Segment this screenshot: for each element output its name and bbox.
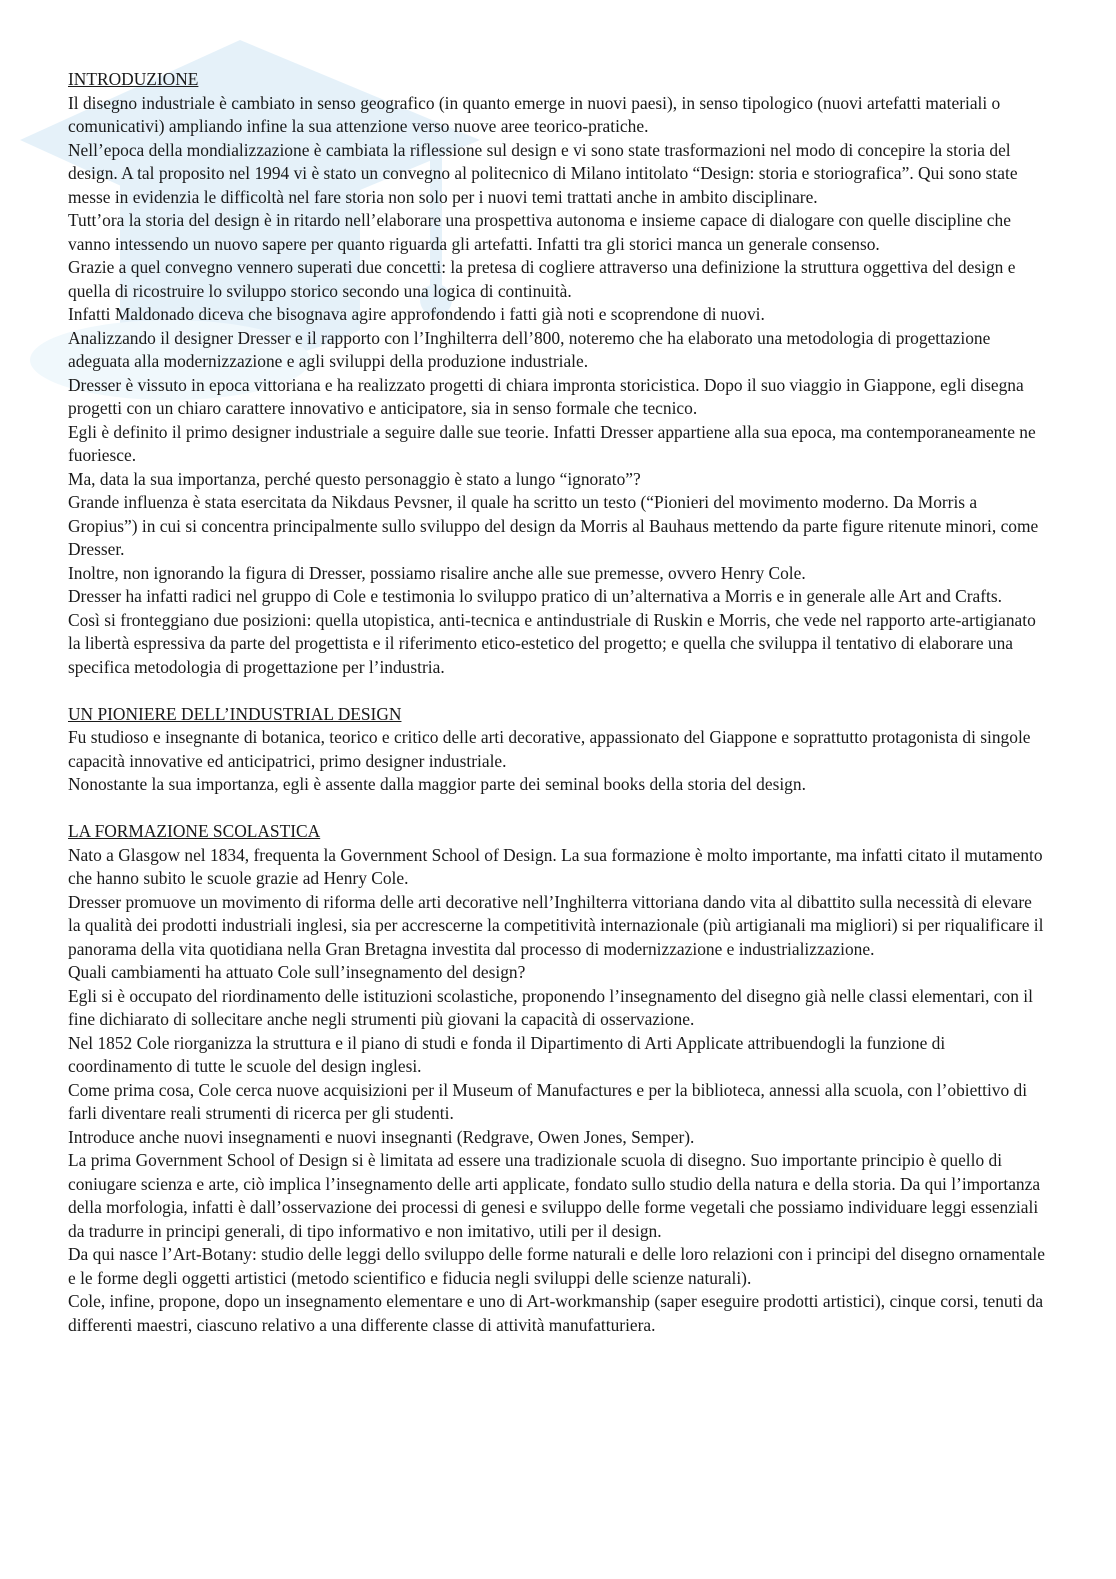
paragraph: Dresser è vissuto in epoca vittoriana e ha realizzato progetti di chiara impronta storicistica. Dopo il suo viaggio in Giappone, egli disegna progetti con un chiaro carattere innovativo e anticipatore, sia in senso formale che tecnico.: [68, 374, 1024, 418]
section-pioniere: [68, 703, 1048, 797]
paragraph: Tutt’ora la storia del design è in ritardo nell’elaborare una prospettiva autonoma e insieme capace di dialogare con quelle discipline che vanno intessendo un nuovo sapere per quanto riguarda gli artefatti. Infatti tra gli storici manca un generale consenso.: [68, 210, 1011, 254]
paragraph: Fu studioso e insegnante di botanica, teorico e critico delle arti decorative, appassionato del Giappone e soprattutto protagonista di singole capacità innovative ed anticipatrici, primo designer industriale.: [68, 727, 1031, 771]
paragraph: Il disegno industriale è cambiato in senso geografico (in quanto emerge in nuovi paesi), in senso tipologico (nuovi artefatti materiali o comunicativi) ampliando infine la sua attenzione verso nuove aree teorico-pratiche.: [68, 92, 1001, 136]
paragraph: Egli è definito il primo designer industriale a seguire dalle sue teorie. Infatti Dresser appartiene alla sua epoca, ma contemporaneamente ne fuoriesce.: [68, 421, 1036, 465]
paragraph: Nell’epoca della mondializzazione è cambiata la riflessione sul design e vi sono state trasformazioni nel modo di concepire la storia del design. A tal proposito nel 1994 vi è stato un convegno al politecnico di Milano intitolato “Design: storia e storiografica”. Qui sono state messe in evidenzia le difficoltà nel fare storia non solo per i nuovi temi trattati anche in ambito disciplinare.: [68, 139, 1018, 207]
paragraph: Dresser promuove un movimento di riforma delle arti decorative nell’Inghilterra vittoriana dando vita al dibattito sulla necessità di elevare la qualità dei prodotti industriali inglesi, sia per accrescerne la competitività internazionale (più artigianali ma migliori) si per riqualificare il panorama della vita quotidiana nella Gran Bretagna investita dal processo di modernizzazione e industrializzazione.: [68, 891, 1044, 959]
paragraph: Da qui nasce l’Art-Botany: studio delle leggi dello sviluppo delle forme naturali e delle loro relazioni con i principi del disegno ornamentale e le forme degli oggetti artistici (metodo scientifico e fiducia negli sviluppi delle scienze naturali).: [68, 1244, 1045, 1288]
paragraph: Infatti Maldonado diceva che bisognava agire approfondendo i fatti già noti e scoprendone di nuovi.: [68, 304, 765, 324]
document-body: [68, 68, 1048, 1361]
paragraph: Grande influenza è stata esercitata da Nikdaus Pevsner, il quale ha scritto un testo (“Pionieri del movimento moderno. Da Morris a Gropius”) in cui si concentra principalmente sullo sviluppo del design da Morris al Bauhaus mettendo da parte figure ritenute minori, come Dresser.: [68, 492, 1039, 559]
paragraph: Come prima cosa, Cole cerca nuove acquisizioni per il Museum of Manufactures e per la biblioteca, annessi alla scuola, con l’obiettivo di farli diventare reali strumenti di ricerca per gli studenti.: [68, 1079, 1028, 1123]
paragraph: Dresser ha infatti radici nel gruppo di Cole e testimonia lo sviluppo pratico di un’alternativa a Morris e in generale alle Art and Crafts.: [68, 586, 1002, 606]
paragraph: Quali cambiamenti ha attuato Cole sull’insegnamento del design?: [68, 962, 526, 982]
paragraph: La prima Government School of Design si è limitata ad essere una tradizionale scuola di disegno. Suo importante principio è quello di coniugare scienza e arte, ciò implica l’insegnamento delle arti applicate, fondato sullo studio della natura e della storia. Da qui l’importanza della morfologia, infatti è dall’osservazione dei processi di genesi e sviluppo delle forme vegetali che possiamo individuare leggi essenziali da tradurre in principi generali, di tipo informativo e non imitativo, utili per il design.: [68, 1150, 1041, 1241]
paragraph: Nato a Glasgow nel 1834, frequenta la Government School of Design. La sua formazione è molto importante, ma infatti citato il mutamento che hanno subito le scuole grazie ad Henry Cole.: [68, 844, 1043, 888]
paragraph: Analizzando il designer Dresser e il rapporto con l’Inghilterra dell’800, noteremo che ha elaborato una metodologia di progettazione adeguata alla modernizzazione e agli sviluppi della produzione industriale.: [68, 327, 991, 371]
section-heading: LA FORMAZIONE SCOLASTICA: [68, 821, 321, 841]
paragraph: Introduce anche nuovi insegnamenti e nuovi insegnanti (Redgrave, Owen Jones, Semper).: [68, 1126, 695, 1147]
paragraph: Ma, data la sua importanza, perché questo personaggio è stato a lungo “ignorato”?: [68, 468, 641, 489]
paragraph: Così si fronteggiano due posizioni: quella utopistica, anti-tecnica e antindustriale di Ruskin e Morris, che vede nel rapporto arte-artigianato la libertà espressiva da parte del progettista e il riferimento etico-estetico del progetto; e quella che sviluppa il tentativo di elaborare una specifica metodologia di progettazione per l’industria.: [68, 609, 1036, 677]
section-formazione: [68, 820, 1048, 1337]
paragraph: Egli si è occupato del riordinamento delle istituzioni scolastiche, proponendo l’insegnamento del disegno già nelle classi elementari, con il fine dichiarato di sollecitare anche negli strumenti più giovani la capacità di osservazione.: [68, 985, 1033, 1029]
section-heading: INTRODUZIONE: [68, 69, 199, 89]
paragraph: Inoltre, non ignorando la figura di Dresser, possiamo risalire anche alle sue premesse, ovvero Henry Cole.: [68, 562, 806, 583]
section-heading: UN PIONIERE DELL’INDUSTRIAL DESIGN: [68, 703, 402, 724]
paragraph: Grazie a quel convegno vennero superati due concetti: la pretesa di cogliere attraverso una definizione la struttura oggettiva del design e quella di ricostruire lo sviluppo storico secondo una logica di continuità.: [68, 257, 1016, 301]
paragraph: Nonostante la sua importanza, egli è assente dalla maggior parte dei seminal books della storia del design.: [68, 774, 806, 794]
paragraph: Nel 1852 Cole riorganizza la struttura e il piano di studi e fonda il Dipartimento di Arti Applicate attribuendogli la funzione di coordinamento di tutte le scuole del design inglesi.: [68, 1032, 946, 1076]
paragraph: Cole, infine, propone, dopo un insegnamento elementare e uno di Art-workmanship (saper eseguire prodotti artistici), cinque corsi, tenuti da differenti maestri, ciascuno relativo a una differente classe di attività manufatturiera.: [68, 1291, 1044, 1335]
section-introduzione: [68, 68, 1048, 679]
